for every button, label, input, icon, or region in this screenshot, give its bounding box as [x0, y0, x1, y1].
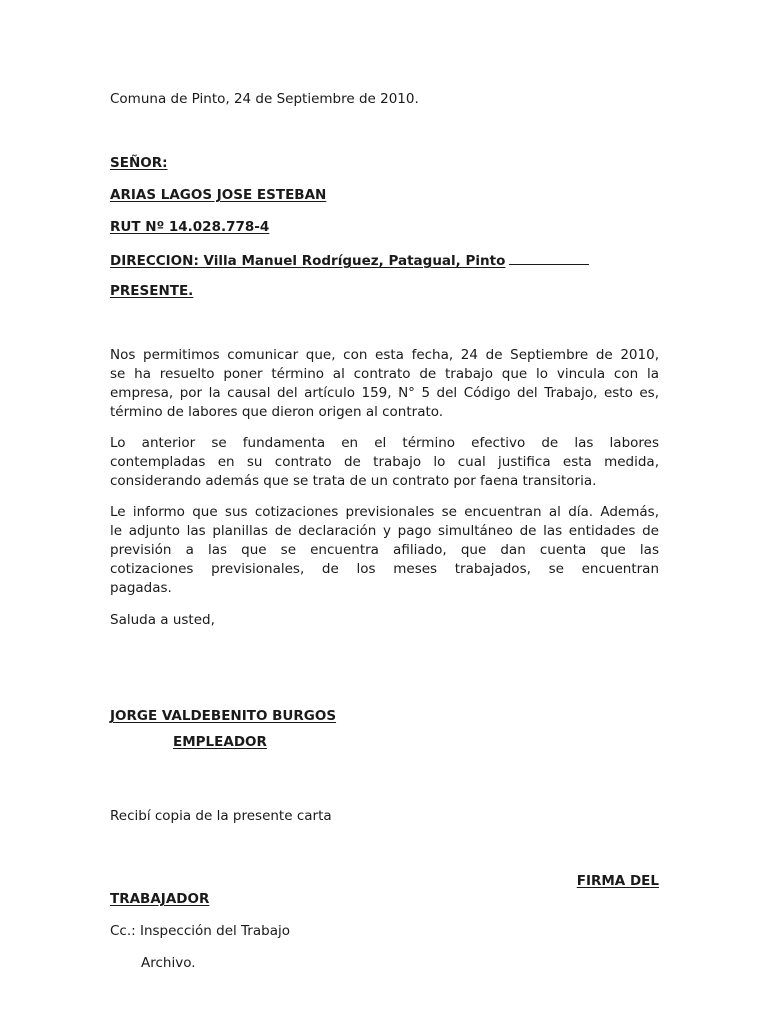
addressee-address: DIRECCION: Villa Manuel Rodríguez, Patagual, Pinto [110, 253, 506, 269]
signer-title: EMPLEADOR [173, 734, 267, 750]
paragraph-line: Le informo que sus cotizaciones previsionales se encuentran al día. Además, [110, 504, 659, 520]
date-line: Comuna de Pinto, 24 de Septiembre de 2010. [110, 91, 419, 107]
paragraph-line: Nos permitimos comunicar que, con esta fecha, 24 de Septiembre de 2010, [110, 347, 659, 363]
presente-label: PRESENTE. [110, 283, 194, 299]
paragraph-line: término de labores que dieron origen al contrato. [110, 404, 444, 420]
paragraph-line: considerando además que se trata de un contrato por faena transitoria. [110, 473, 597, 489]
paragraph-line: empresa, por la causal del artículo 159, N° 5 del Código del Trabajo, esto es, [110, 385, 659, 401]
addressee-address-line [110, 250, 589, 271]
salutation: SEÑOR: [110, 155, 168, 171]
body-paragraph-2 [110, 434, 659, 491]
firma-label: FIRMA DEL [576, 873, 659, 889]
body-paragraph-1 [110, 346, 659, 422]
cc-archivo: Archivo. [141, 955, 196, 971]
cc-line: Cc.: Inspección del Trabajo [110, 923, 290, 939]
paragraph-line: previsión a las que se encuentra afiliado, que dan cuenta que las [110, 542, 659, 558]
paragraph-line: se ha resuelto poner término al contrato de trabajo que lo vincula con la [110, 366, 659, 382]
addressee-rut: RUT Nº 14.028.778-4 [110, 219, 270, 235]
closing-line: Saluda a usted, [110, 612, 215, 628]
signer-name: JORGE VALDEBENITO BURGOS [110, 708, 337, 724]
paragraph-line: Lo anterior se fundamenta en el término efectivo de las labores [110, 435, 659, 451]
body-paragraph-3 [110, 503, 659, 598]
paragraph-line: le adjunto las planillas de declaración y pago simultáneo de las entidades de [110, 523, 659, 539]
trabajador-label: TRABAJADOR [110, 891, 210, 907]
paragraph-line: pagadas. [110, 580, 172, 596]
paragraph-line: cotizaciones previsionales, de los meses trabajados, se encuentran [110, 561, 659, 577]
receipt-text: Recibí copia de la presente carta [110, 808, 332, 824]
addressee-name: ARIAS LAGOS JOSE ESTEBAN [110, 187, 327, 203]
address-underline [509, 250, 589, 265]
paragraph-line: contempladas en su contrato de trabajo lo cual justifica esta medida, [110, 454, 659, 470]
